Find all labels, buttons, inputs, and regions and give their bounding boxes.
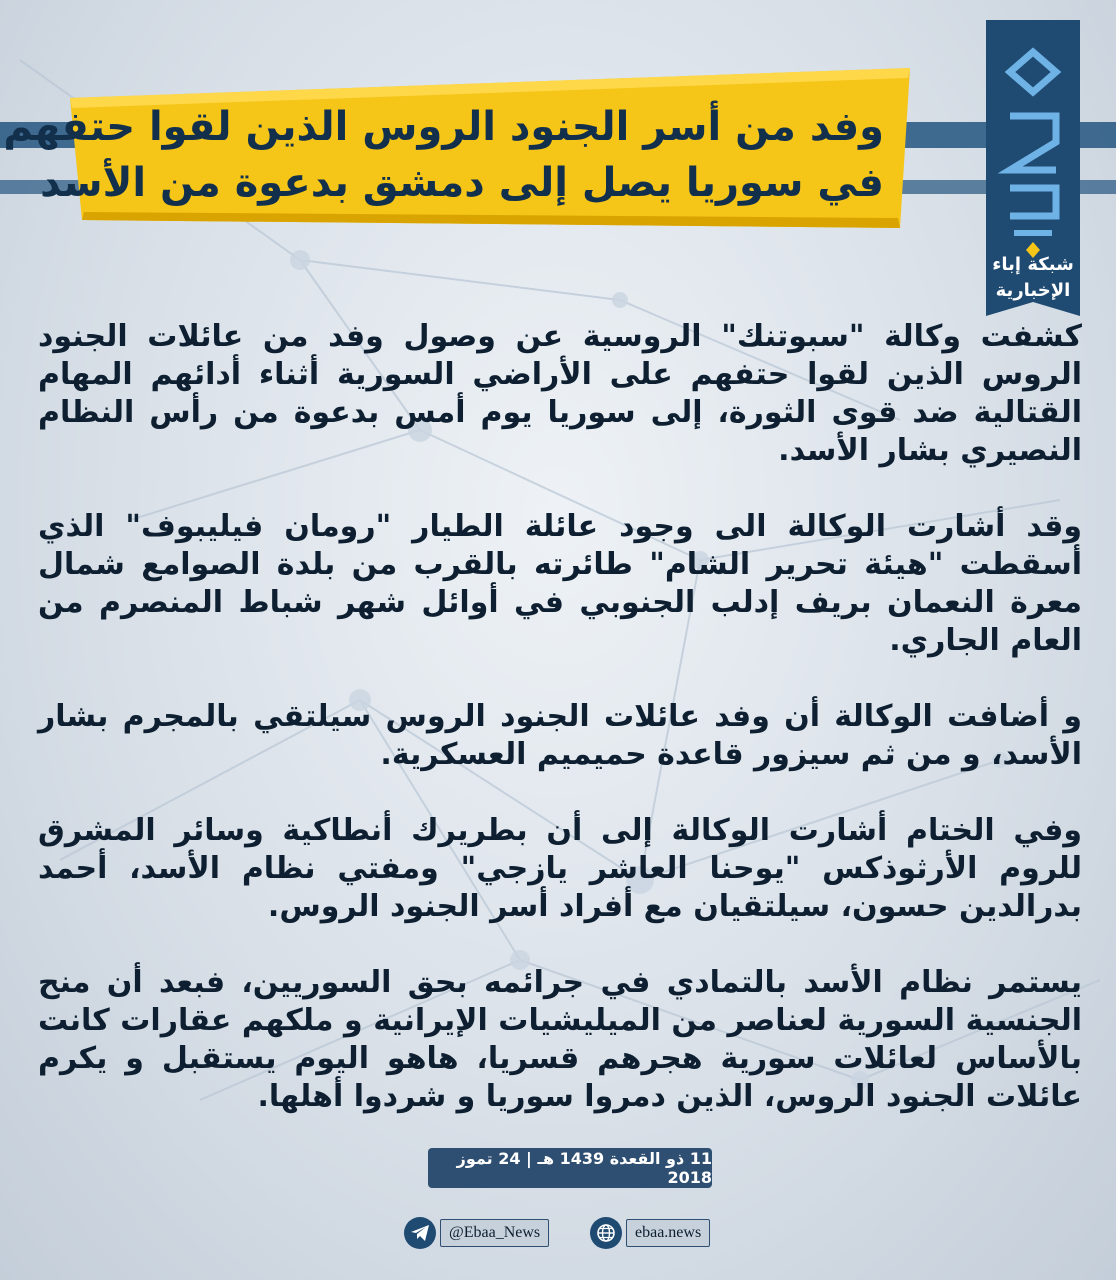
- headline-line-1: وفد من أسر الجنود الروس الذين لقوا حتفهم: [3, 104, 884, 150]
- article-paragraph-3: و أضافت الوكالة أن وفد عائلات الجنود الروس سيلتقي بالمجرم بشار الأسد، و من ثم سيزور قاعدة حميميم العسكرية.: [38, 699, 1082, 772]
- globe-icon: [590, 1217, 622, 1249]
- website-link[interactable]: [590, 1216, 710, 1250]
- article-body: [38, 318, 1082, 1154]
- brand-name-line-2: الإخبارية: [995, 280, 1071, 301]
- brand-name: [974, 252, 1092, 304]
- headline-line-2: في سوريا يصل إلى دمشق بدعوة من الأسد: [40, 160, 884, 206]
- telegram-link[interactable]: [404, 1216, 549, 1250]
- date-badge: 11 ذو القعدة 1439 هـ | 24 تموز 2018: [428, 1148, 712, 1188]
- website-url: ebaa.news: [626, 1219, 710, 1247]
- article-paragraph-2: وقد أشارت الوكالة الى وجود عائلة الطيار "رومان فيليبوف" الذي أسقطت "هيئة تحرير الشام" طائرته بالقرب من بلدة الصوامع شمال معرة النعمان بريف إدلب الجنوبي في أوائل شهر شباط المنصرم من العام الجاري.: [38, 509, 1082, 658]
- brand-name-line-1: شبكة إباء: [992, 254, 1074, 275]
- article-paragraph-5: يستمر نظام الأسد بالتمادي في جرائمه بحق السوريين، فبعد أن منح الجنسية السورية لعناصر من الميليشيات الإيرانية و ملكهم عقارات كانت بالأساس لعائلات سورية هجرهم قسريا، هاهو اليوم يستقبل و يكرم عائلات الجنود الروس، الذين دمروا سوريا و شردوا أهلها.: [38, 965, 1082, 1114]
- article-paragraph-4: وفي الختام أشارت الوكالة إلى أن بطريرك أنطاكية وسائر المشرق للروم الأرثوذكس "يوحنا العاشر يازجي" ومفتي نظام الأسد، أحمد بدرالدين حسون، سيلتقيان مع أفراد أسر الجنود الروس.: [38, 813, 1082, 924]
- article-paragraph-1: كشفت وكالة "سبوتنك" الروسية عن وصول وفد من عائلات الجنود الروس الذين لقوا حتفهم على الأراضي السورية أثناء أدائهم المهام القتالية ضد قوى الثورة، إلى سوريا يوم أمس بدعوة من رأس النظام النصيري بشار الأسد.: [38, 319, 1082, 468]
- telegram-handle: @Ebaa_News: [440, 1219, 549, 1247]
- telegram-icon: [404, 1217, 436, 1249]
- headline-banner: [3, 68, 910, 228]
